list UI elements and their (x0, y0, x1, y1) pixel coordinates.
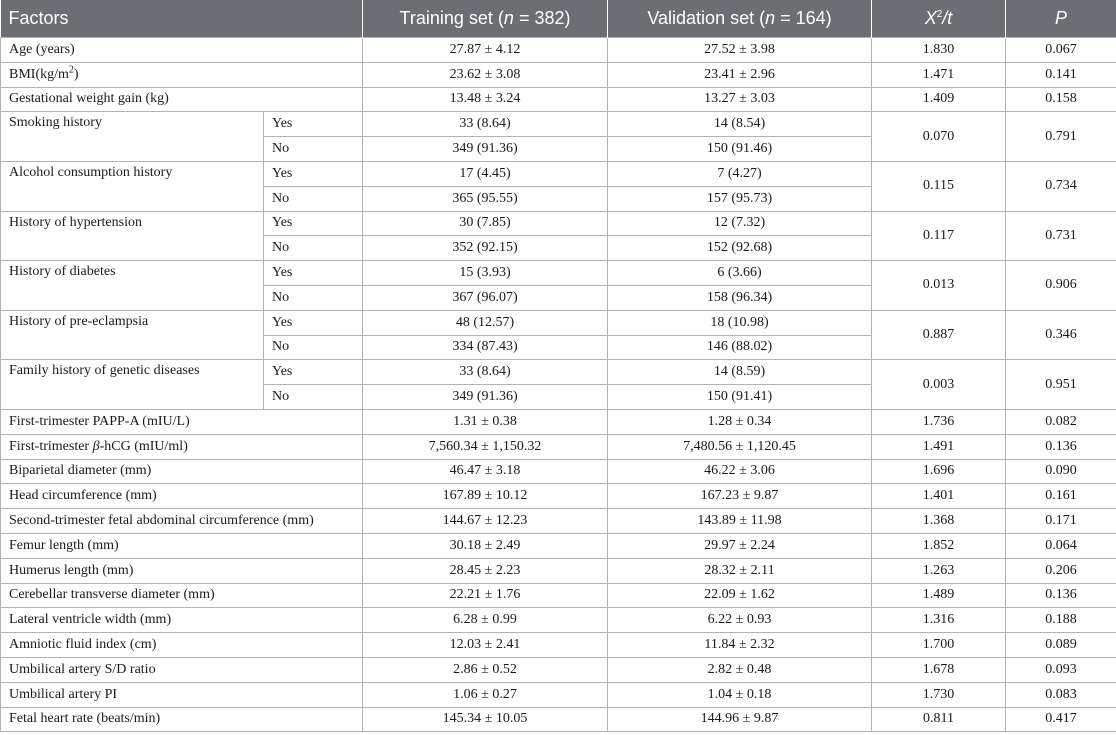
statistic-value: 1.852 (872, 533, 1006, 558)
category-no: No (264, 335, 363, 360)
training-value: 1.06 ± 0.27 (363, 682, 608, 707)
table-row (1, 409, 1116, 434)
table-row (1, 38, 1116, 63)
training-value: 349 (91.36) (363, 385, 608, 410)
validation-value: 157 (95.73) (608, 186, 872, 211)
p-value: 0.731 (1006, 211, 1116, 261)
p-value: 0.734 (1006, 161, 1116, 211)
p-value: 0.141 (1006, 62, 1116, 87)
table-row (1, 682, 1116, 707)
table-row (1, 533, 1116, 558)
factor-label: History of pre-eclampsia (1, 310, 264, 360)
validation-value: 14 (8.54) (608, 112, 872, 137)
statistic-value: 1.489 (872, 583, 1006, 608)
validation-value: 27.52 ± 3.98 (608, 38, 872, 63)
table-header (1, 0, 1116, 38)
validation-value: 14 (8.59) (608, 360, 872, 385)
p-value: 0.093 (1006, 657, 1116, 682)
statistic-value: 1.678 (872, 657, 1006, 682)
factor-label: History of diabetes (1, 261, 264, 311)
p-value: 0.188 (1006, 608, 1116, 633)
factor-label: Femur length (mm) (1, 533, 363, 558)
category-yes: Yes (264, 310, 363, 335)
table-row (1, 459, 1116, 484)
p-value: 0.906 (1006, 261, 1116, 311)
statistic-value: 1.409 (872, 87, 1006, 112)
validation-value: 167.23 ± 9.87 (608, 484, 872, 509)
training-value: 30 (7.85) (363, 211, 608, 236)
training-value: 2.86 ± 0.52 (363, 657, 608, 682)
statistic-value: 1.830 (872, 38, 1006, 63)
statistic-value: 1.263 (872, 558, 1006, 583)
table-body (1, 38, 1116, 732)
p-value: 0.090 (1006, 459, 1116, 484)
category-no: No (264, 236, 363, 261)
statistic-value: 1.491 (872, 434, 1006, 459)
table-row (1, 558, 1116, 583)
training-value: 33 (8.64) (363, 112, 608, 137)
table-row (1, 583, 1116, 608)
factor-label: $BMI(kg/m^2)$ (1, 62, 363, 87)
statistic-value: 1.730 (872, 682, 1006, 707)
validation-value: 18 (10.98) (608, 310, 872, 335)
factor-label: Family history of genetic diseases (1, 360, 264, 410)
training-value: 33 (8.64) (363, 360, 608, 385)
validation-value: 23.41 ± 2.96 (608, 62, 872, 87)
validation-value: 6 (3.66) (608, 261, 872, 286)
statistic-value: 1.736 (872, 409, 1006, 434)
factor-label: Gestational weight gain (kg) (1, 87, 363, 112)
category-yes: Yes (264, 112, 363, 137)
statistic-value: 1.316 (872, 608, 1006, 633)
validation-value: 7,480.56 ± 1,120.45 (608, 434, 872, 459)
validation-value: 152 (92.68) (608, 236, 872, 261)
factor-label: Umbilical artery PI (1, 682, 363, 707)
table-row (1, 261, 1116, 286)
statistic-value: 1.471 (872, 62, 1006, 87)
factor-label: Smoking history (1, 112, 264, 162)
validation-value: 150 (91.46) (608, 137, 872, 162)
factor-label: Head circumference (mm) (1, 484, 363, 509)
validation-value: 2.82 ± 0.48 (608, 657, 872, 682)
p-value: 0.082 (1006, 409, 1116, 434)
training-value: 15 (3.93) (363, 261, 608, 286)
table-row (1, 112, 1116, 137)
training-value: 23.62 ± 3.08 (363, 62, 608, 87)
table-row (1, 707, 1116, 732)
category-no: No (264, 137, 363, 162)
p-value: 0.067 (1006, 38, 1116, 63)
category-yes: Yes (264, 211, 363, 236)
factor-label: Humerus length (mm) (1, 558, 363, 583)
factor-label: Umbilical artery S/D ratio (1, 657, 363, 682)
training-value: 13.48 ± 3.24 (363, 87, 608, 112)
statistic-value: 0.811 (872, 707, 1006, 732)
training-value: 145.34 ± 10.05 (363, 707, 608, 732)
validation-value: 143.89 ± 11.98 (608, 509, 872, 534)
training-value: 46.47 ± 3.18 (363, 459, 608, 484)
validation-value: 13.27 ± 3.03 (608, 87, 872, 112)
table-row (1, 360, 1116, 385)
table-row (1, 484, 1116, 509)
factor-label: Amniotic fluid index (cm) (1, 633, 363, 658)
training-value: 12.03 ± 2.41 (363, 633, 608, 658)
validation-value: 11.84 ± 2.32 (608, 633, 872, 658)
p-value: 0.136 (1006, 434, 1116, 459)
factor-label: First-trimester β-hCG (mIU/ml) (1, 434, 363, 459)
validation-value: 144.96 ± 9.87 (608, 707, 872, 732)
p-value: 0.083 (1006, 682, 1116, 707)
table-row (1, 509, 1116, 534)
table-row (1, 633, 1116, 658)
p-value: 0.136 (1006, 583, 1116, 608)
validation-value: 1.28 ± 0.34 (608, 409, 872, 434)
header-p-value: P (1006, 0, 1116, 38)
validation-value: 28.32 ± 2.11 (608, 558, 872, 583)
training-value: 27.87 ± 4.12 (363, 38, 608, 63)
training-value: 334 (87.43) (363, 335, 608, 360)
validation-value: 1.04 ± 0.18 (608, 682, 872, 707)
p-value: 0.206 (1006, 558, 1116, 583)
statistic-value: 0.117 (872, 211, 1006, 261)
table-row (1, 657, 1116, 682)
statistic-value: 1.696 (872, 459, 1006, 484)
training-value: 365 (95.55) (363, 186, 608, 211)
training-value: 6.28 ± 0.99 (363, 608, 608, 633)
p-value: 0.417 (1006, 707, 1116, 732)
training-value: 167.89 ± 10.12 (363, 484, 608, 509)
header-statistic: $X^2/t$ (872, 0, 1006, 38)
factor-label: Fetal heart rate (beats/min) (1, 707, 363, 732)
statistic-value: 0.003 (872, 360, 1006, 410)
factor-label: Second-trimester fetal abdominal circumference (mm) (1, 509, 363, 534)
p-value: 0.161 (1006, 484, 1116, 509)
training-value: 1.31 ± 0.38 (363, 409, 608, 434)
training-value: 28.45 ± 2.23 (363, 558, 608, 583)
training-value: 352 (92.15) (363, 236, 608, 261)
category-no: No (264, 186, 363, 211)
statistic-value: 1.700 (872, 633, 1006, 658)
validation-value: 158 (96.34) (608, 285, 872, 310)
statistic-value: 1.401 (872, 484, 1006, 509)
category-yes: Yes (264, 360, 363, 385)
statistic-value: 0.115 (872, 161, 1006, 211)
table-row (1, 211, 1116, 236)
validation-value: 6.22 ± 0.93 (608, 608, 872, 633)
training-value: 349 (91.36) (363, 137, 608, 162)
factor-label: Biparietal diameter (mm) (1, 459, 363, 484)
validation-value: 22.09 ± 1.62 (608, 583, 872, 608)
validation-value: 46.22 ± 3.06 (608, 459, 872, 484)
table-row (1, 608, 1116, 633)
table-row (1, 161, 1116, 186)
training-value: 48 (12.57) (363, 310, 608, 335)
p-value: 0.171 (1006, 509, 1116, 534)
training-value: 30.18 ± 2.49 (363, 533, 608, 558)
header-factors: Factors (1, 0, 363, 38)
factor-label: Lateral ventricle width (mm) (1, 608, 363, 633)
training-value: 144.67 ± 12.23 (363, 509, 608, 534)
category-no: No (264, 285, 363, 310)
category-yes: Yes (264, 161, 363, 186)
p-value: 0.158 (1006, 87, 1116, 112)
p-value: 0.346 (1006, 310, 1116, 360)
statistic-value: 1.368 (872, 509, 1006, 534)
p-value: 0.064 (1006, 533, 1116, 558)
factor-label: Alcohol consumption history (1, 161, 264, 211)
header-training-set: Training set (n = 382) (363, 0, 608, 38)
category-yes: Yes (264, 261, 363, 286)
category-no: No (264, 385, 363, 410)
factor-label: Age (years) (1, 38, 363, 63)
statistic-value: 0.887 (872, 310, 1006, 360)
table-row (1, 87, 1116, 112)
training-value: 17 (4.45) (363, 161, 608, 186)
table-row (1, 62, 1116, 87)
factor-label: First-trimester PAPP-A (mIU/L) (1, 409, 363, 434)
p-value: 0.791 (1006, 112, 1116, 162)
p-value: 0.089 (1006, 633, 1116, 658)
factor-label: Cerebellar transverse diameter (mm) (1, 583, 363, 608)
validation-value: 146 (88.02) (608, 335, 872, 360)
training-value: 7,560.34 ± 1,150.32 (363, 434, 608, 459)
statistic-value: 0.013 (872, 261, 1006, 311)
training-value: 22.21 ± 1.76 (363, 583, 608, 608)
validation-value: 12 (7.32) (608, 211, 872, 236)
header-validation-set: Validation set (n = 164) (608, 0, 872, 38)
factor-label: History of hypertension (1, 211, 264, 261)
validation-value: 29.97 ± 2.24 (608, 533, 872, 558)
p-value: 0.951 (1006, 360, 1116, 410)
validation-value: 150 (91.41) (608, 385, 872, 410)
table-row (1, 310, 1116, 335)
statistic-value: 0.070 (872, 112, 1006, 162)
table-row (1, 434, 1116, 459)
training-value: 367 (96.07) (363, 285, 608, 310)
validation-value: 7 (4.27) (608, 161, 872, 186)
